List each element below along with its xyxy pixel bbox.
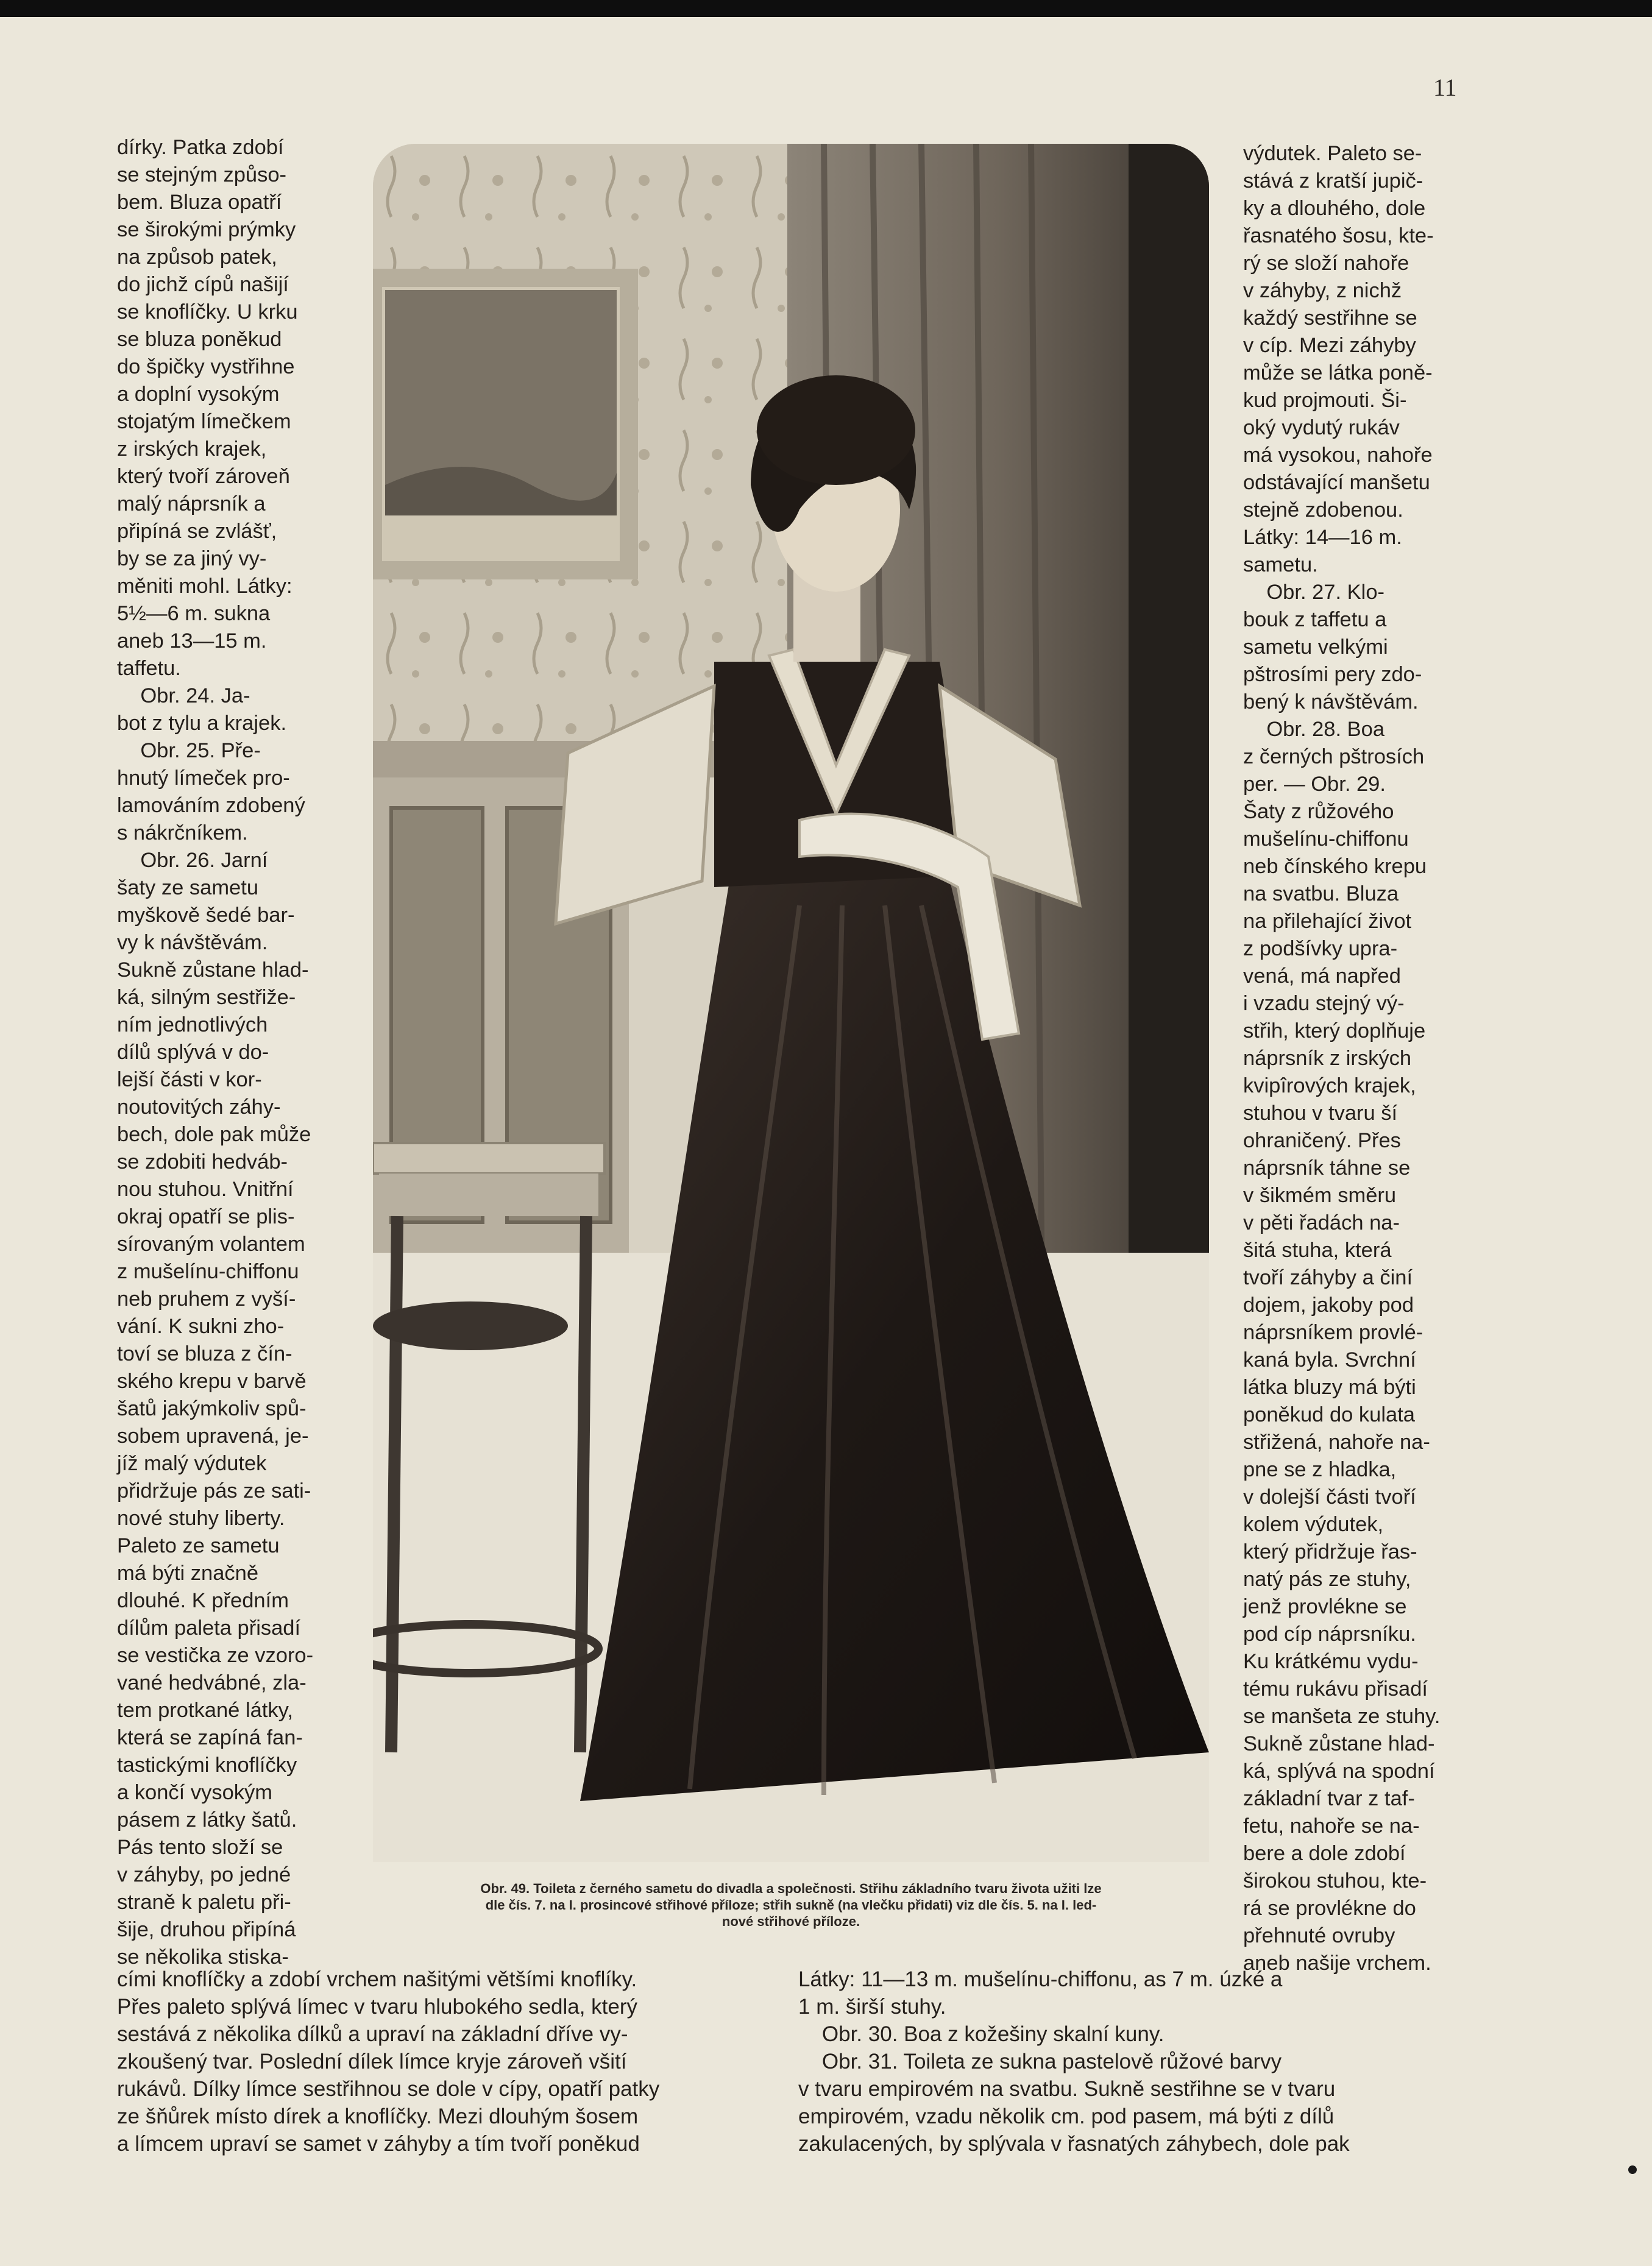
fashion-illustration xyxy=(373,144,1209,1862)
page-edge-mark xyxy=(1628,2165,1637,2174)
figure-caption-text: Obr. 49. Toileta z černého sametu do divadla a společnosti. Střihu základního tvaru života užiti lze dle čís. 7. na I. prosincové střihové příloze; střih sukně (na vlečku přidati) viz dle čís. 5. na I. led- nové střihové příloze. xyxy=(480,1881,1102,1929)
bottom-right-text: Látky: 11—13 m. mušelínu-chiffonu, as 7 m. úzké a 1 m. širší stuhy. Obr. 30. Boa z kožešiny skalní kuny. Obr. 31. Toileta ze sukna pastelově růžové barvy v tvaru empirovém na svatbu. Sukně sestřihne se v tvaru empirovém, vzadu několik cm. pod pasem, má býti z dílů zakulacených, by splývala v řasnatých záhybech, dole pak xyxy=(798,1967,1350,2156)
bottom-left-text: cími knoflíčky a zdobí vrchem našitými většími knoflíky. Přes paleto splývá límec v tvaru hlubokého sedla, který sestává z několika dílků a upraví na základní dříve vy- zkoušený tvar. Poslední dílek límce kryje zároveň všití rukávů. Dílky límce sestřihnou se dole v cípy, opatří patky ze šňůrek místo dírek a knoflíčky. Mezi dlouhým šosem a límcem upraví se samet v záhyby a tím tvoří poněkud xyxy=(117,1967,660,2156)
figure-caption xyxy=(373,1880,1209,1930)
page-number: 11 xyxy=(1433,74,1457,101)
right-text-column: výdutek. Paleto se- stává z kratší jupič- ky a dlouhého, dole řasnatého šosu, kte- rý se složí nahoře v záhyby, z nichž každý sestřihne se v cíp. Mezi záhyby může se látka poně- kud projmouti. Ši- oký vydutý rukáv má vysokou, nahoře odstávající manšetu stejně zdobenou. Látky: 14—16 m. sametu. Obr. 27. Klo- bouk z taffetu a sametu velkými pštrosími pery zdo- bený k návštěvám. Obr. 28. Boa z černých pštrosích per. — Obr. 29. Šaty z růžového mušelínu-chiffonu neb čínského krepu na svatbu. Bluza na přilehající život z podšívky upra- vená, má napřed i vzadu stejný vý- střih, který doplňuje náprsník z irských kvipîrových krajek, stuhou v tvaru ší ohraničený. Přes náprsník táhne se v šikmém směru v pěti řadách na- šitá stuha, která tvoří záhyby a činí dojem, jakoby pod náprsníkem provlé- kaná byla. Svrchní látka bluzy má býti poněkud do kulata střižená, nahoře na- pne se z hladka, v dolejší části tvoří kolem výdutek, který přidržuje řas- natý pás ze stuhy, jenž provlékne se pod cíp náprsníku. Ku krátkému vydu- tému rukávu přisadí se manšeta ze stuhy. Sukně zůstane hlad- ká, splývá na spodní základní tvar z taf- fetu, nahoře se na- bere a dole zdobí širokou stuhou, kte- rá se provlékne do přehnuté ovruby aneb našije vrchem. xyxy=(1243,142,1441,1975)
left-text-column: dírky. Patka zdobí se stejným způso- bem. Bluza opatří se širokými prýmky na způsob patek, do jichž cípů našijí se knoflíčky. U krku se bluza poněkud do špičky vystřihne a doplní vysokým stojatým límečkem z irských krajek, který tvoří zároveň malý náprsník a připíná se zvlášť, by se za jiný vy- měniti mohl. Látky: 5½—6 m. sukna aneb 13—15 m. taffetu. Obr. 24. Ja- bot z tylu a krajek. Obr. 25. Pře- hnutý límeček pro- lamováním zdobený s nákrčníkem. Obr. 26. Jarní šaty ze sametu myškově šedé bar- vy k návštěvám. Sukně zůstane hlad- ká, silným sestřiže- ním jednotlivých dílů splývá v do- lejší části v kor- noutovitých záhy- bech, dole pak může se zdobiti hedváb- nou stuhou. Vnitřní okraj opatří se plis- sírovaným volantem z mušelínu-chiffonu neb pruhem z vyší- vání. K sukni zho- toví se bluza z čín- ského krepu v barvě šatů jakýmkoliv spů- sobem upravená, je- jíž malý výdutek přidržuje pás ze sati- nové stuhy liberty. Paleto ze sametu má býti značně dlouhé. K předním dílům paleta přisadí se vestička ze vzoro- vané hedvábné, zla- tem protkané látky, která se zapíná fan- tastickými knoflíčky a končí vysokým pásem z látky šatů. Pás tento složí se v záhyby, po jedné straně k paletu při- šije, druhou připíná se několika stiska- xyxy=(117,136,314,1969)
